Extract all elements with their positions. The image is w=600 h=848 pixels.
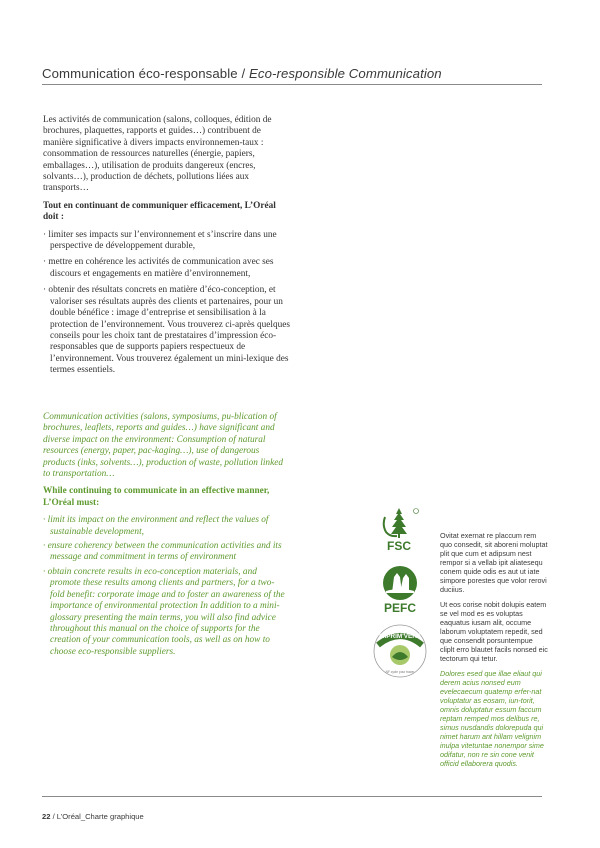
svg-text:NF cycle pour tracer: NF cycle pour tracer <box>385 670 415 674</box>
page-title <box>42 66 442 81</box>
english-lead: While continuing to communicate in an effective manner, L’Oréal must: <box>43 486 270 508</box>
list-item: · limiter ses impacts sur l’environnement et s’inscrire dans une perspective de développement durable, <box>43 229 277 252</box>
svg-text:FSC: FSC <box>387 539 411 553</box>
svg-text:IMPRIM'VERT: IMPRIM'VERT <box>379 633 421 640</box>
french-section <box>43 115 293 382</box>
imprim-vert-logo-icon <box>372 623 428 679</box>
title-french: Communication éco-responsable / <box>42 66 249 81</box>
list-item: · ensure coherency between the communication activities and its message and commitment in terms of environment <box>43 541 282 563</box>
english-intro: Communication activities (salons, symposiums, pu-blication of brochures, leaflets, reports and guides…) have significant and diverse impact on the environment: Consumption of natural resources (energy, paper, pac-kaging…), use of dangerous products (inks, solvents…), production of waste, pollution linked to transportation… <box>43 412 283 480</box>
list-item: · obtain concrete results in eco-conception materials, and promote these results among clients and partners, for a two- fold benefit: corporate image and to foster an awareness of the importance of environmental protection In addition to a mini-glossary presenting the main terms, you will also find advice throughout this manual on the choice of supports for the creation of your communication tools, as well as on how to choose eco-responsible suppliers. <box>43 566 285 657</box>
svg-text:PEFC: PEFC <box>383 601 417 615</box>
list-item: · obtenir des résultats concrets en matière d’éco-conception, et valoriser ses résultats auprès des clients et partenaires, pour un double bénéfice : image d’entreprise et sensibilisation à la protection de l’environnement. Vous trouverez ci-après quelques conseils pour les choix tant de prestataires d’impression éco-responsables que de supports papiers respectueux de l’environnement. Vous trouverez également un mini-lexique des termes essentiels. <box>43 285 291 376</box>
placeholder-paragraph: Ovitat exernat re placcum rem quo consedit, sit aboreni moluptat plit que cum et adipsum nest rempor si a vellab ipit aliatesequ conem quide odis es aut ut iate simpore porestes que volor rerovi duciius. <box>440 531 548 594</box>
english-list <box>43 515 288 658</box>
header-rule <box>42 84 542 85</box>
title-english: Eco-responsible Communication <box>248 66 442 81</box>
french-lead: Tout en continuant de communiquer efficacement, L’Oréal doit : <box>43 200 276 223</box>
pefc-logo-icon <box>372 563 428 615</box>
placeholder-paragraph: Ut eos corise nobit dolupis eatem se vel mod es es voluptas eaquatus iusam alit, occume laborum voluptatem repedit, sed que consendit porsuntempue cliplt erro blautet facils nonsed eic tectorum qui tetur. <box>440 600 548 663</box>
placeholder-text <box>440 531 548 774</box>
english-section <box>43 412 288 661</box>
french-list <box>43 230 293 377</box>
placeholder-paragraph: Dolores esed que illae eliaut qui derem acius nonsed eum evelecaecum quatemp erfer-nat voluptatur as eosam, iun-torit, omnis doluptatur essum faccum reptam remped mos delibus re, simus nusdandis dolorepuda qui nimet harum ant hillam velignim inulpa vitetuntae nonempor sime odifatur, non re sin cone venit officid ellaborera quodis. <box>440 669 544 768</box>
french-intro: Les activités de communication (salons, colloques, édition de brochures, plaquettes, rapports et guides…) contribuent de manière significative à divers impacts environnemen-taux : consommation de ressources naturelles (énergie, papiers, emballages…), utilisation de produits dangereux (encres, solvants…), production de déchets, pollutions liées aux transports… <box>43 115 272 194</box>
footer-text: / L’Oréal_Charte graphique <box>50 812 144 821</box>
page-number: 22 <box>42 812 51 821</box>
list-item: · mettre en cohérence les activités de communication avec ses discours et engagements en matière d’environnement, <box>43 257 274 279</box>
list-item: · limit its impact on the environment and reflect the values of sustainable development, <box>43 515 269 537</box>
page-footer <box>42 812 144 821</box>
fsc-logo-icon <box>372 505 426 553</box>
footer-rule <box>42 796 542 797</box>
